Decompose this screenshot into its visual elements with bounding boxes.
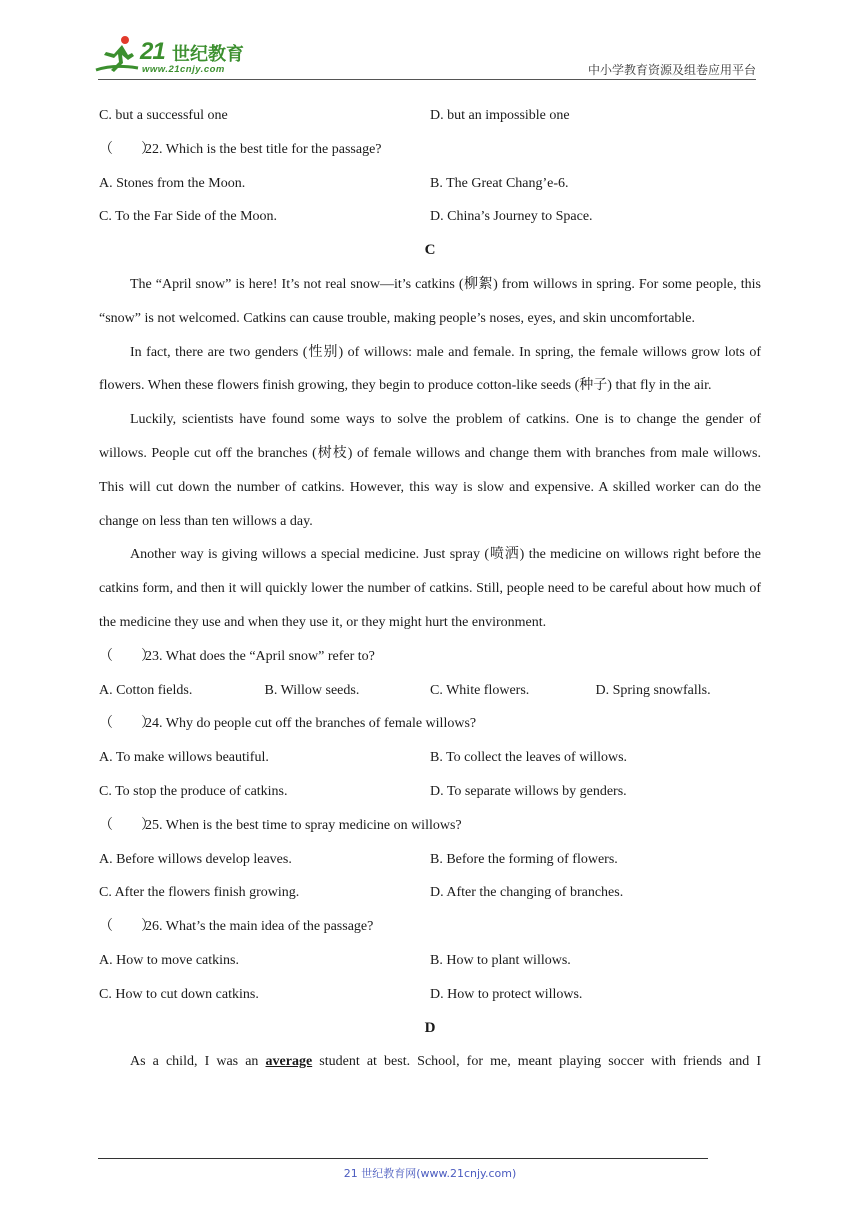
passage-c xyxy=(99,268,761,640)
q22-options-row-2 xyxy=(99,200,761,234)
question-24 xyxy=(99,707,761,741)
option-d: D. but an impossible one xyxy=(430,108,570,123)
option-c: C. After the flowers finish growing. xyxy=(99,885,300,901)
answer-blank: （ ） xyxy=(99,817,155,833)
paragraph: In fact, there are two genders (性别) of willows: male and female. In spring, the female willows grow lots of flowers. When these flowers finish growing, they begin to produce cotton-like seeds (种子) that fly in the air. xyxy=(99,344,761,394)
document-body xyxy=(99,99,761,1079)
question-25 xyxy=(99,809,761,843)
option-b: B. Willow seeds. xyxy=(264,682,360,698)
passage-d-heading: D xyxy=(424,1019,436,1036)
question-stem: 26. What’s the main idea of the passage? xyxy=(145,919,374,935)
option-c: C. How to cut down catkins. xyxy=(99,986,259,1002)
page-header xyxy=(0,0,860,80)
text-run: student at best. School, for me, meant playing soccer with friends and I xyxy=(312,1054,761,1070)
option-a: A. To make willows beautiful. xyxy=(99,750,269,766)
logo-chinese-name: 世纪教育 xyxy=(172,44,244,65)
footer-divider xyxy=(98,1158,708,1159)
logo-number: 21 xyxy=(140,38,165,65)
logo xyxy=(92,34,260,76)
question-stem: 25. When is the best time to spray medicine on willows? xyxy=(145,817,462,833)
running-figure-icon xyxy=(92,34,142,76)
option-b: B. How to plant willows. xyxy=(430,952,571,968)
q24-options-row-1 xyxy=(99,741,761,775)
option-c: C. To the Far Side of the Moon. xyxy=(99,209,278,225)
platform-name: 中小学教育资源及组卷应用平台 xyxy=(587,63,756,77)
text-run: As a child, I was an xyxy=(130,1054,266,1070)
answer-blank: （ ） xyxy=(99,919,155,935)
question-22 xyxy=(99,133,761,167)
passage-c-heading: C xyxy=(424,242,436,259)
option-a: A. Stones from the Moon. xyxy=(99,175,246,191)
q25-options-row-1 xyxy=(99,843,761,877)
paragraph: Another way is giving willows a special medicine. Just spray (喷洒) the medicine on willows right before the catkins form, and then it will quickly lower the number of catkins. Still, people need to be careful about how much of the medicine they use and when they use it, or they might hurt the environment. xyxy=(99,547,761,630)
q23-options xyxy=(99,674,761,708)
answer-blank: （ ） xyxy=(99,716,155,732)
page-footer: 21 世纪教育网(www.21cnjy.com) xyxy=(343,1167,517,1180)
option-a: A. Before willows develop leaves. xyxy=(99,851,292,867)
paragraph: Luckily, scientists have found some ways to solve the problem of catkins. One is to change the gender of willows. People cut off the branches (树枝) of female willows and change them with branches from male willows. This will cut down the number of catkins. However, this way is slow and expensive. A skilled worker can do the change on less than ten willows a day. xyxy=(99,412,761,529)
passage-d xyxy=(99,1045,761,1079)
question-stem: 24. Why do people cut off the branches of female willows? xyxy=(145,716,477,732)
option-b: B. The Great Chang’e-6. xyxy=(430,175,569,191)
q25-options-row-2 xyxy=(99,876,761,910)
q24-options-row-2 xyxy=(99,775,761,809)
option-d: D. After the changing of branches. xyxy=(430,885,624,901)
option-d: D. To separate willows by genders. xyxy=(430,783,627,799)
option-c: C. White flowers. xyxy=(430,682,530,698)
q26-options-row-1 xyxy=(99,944,761,978)
underlined-keyword: average xyxy=(265,1054,313,1070)
q21-options-tail xyxy=(99,99,761,133)
question-stem: 22. Which is the best title for the passage? xyxy=(145,141,382,157)
q22-options-row-1 xyxy=(99,167,761,201)
option-d: D. How to protect willows. xyxy=(430,986,583,1002)
option-d: D. China’s Journey to Space. xyxy=(430,209,593,225)
option-b: B. Before the forming of flowers. xyxy=(430,851,618,867)
option-a: A. Cotton fields. xyxy=(99,682,193,698)
logo-url: www.21cnjy.com xyxy=(142,64,225,75)
q26-options-row-2 xyxy=(99,978,761,1012)
paragraph xyxy=(99,1045,761,1079)
option-a: A. How to move catkins. xyxy=(99,952,239,968)
option-c: C. To stop the produce of catkins. xyxy=(99,783,288,799)
question-23 xyxy=(99,640,761,674)
paragraph: The “April snow” is here! It’s not real snow—it’s catkins (柳絮) from willows in spring. For some people, this “snow” is not welcomed. Catkins can cause trouble, making people’s noses, eyes, and skin uncomfortable. xyxy=(99,276,761,326)
question-26 xyxy=(99,910,761,944)
question-stem: 23. What does the “April snow” refer to? xyxy=(145,648,375,664)
answer-blank: （ ） xyxy=(99,648,155,664)
option-d: D. Spring snowfalls. xyxy=(595,682,711,698)
option-c: C. but a successful one xyxy=(99,108,228,123)
header-divider xyxy=(98,79,756,80)
option-b: B. To collect the leaves of willows. xyxy=(430,750,628,766)
answer-blank: （ ） xyxy=(99,141,155,157)
